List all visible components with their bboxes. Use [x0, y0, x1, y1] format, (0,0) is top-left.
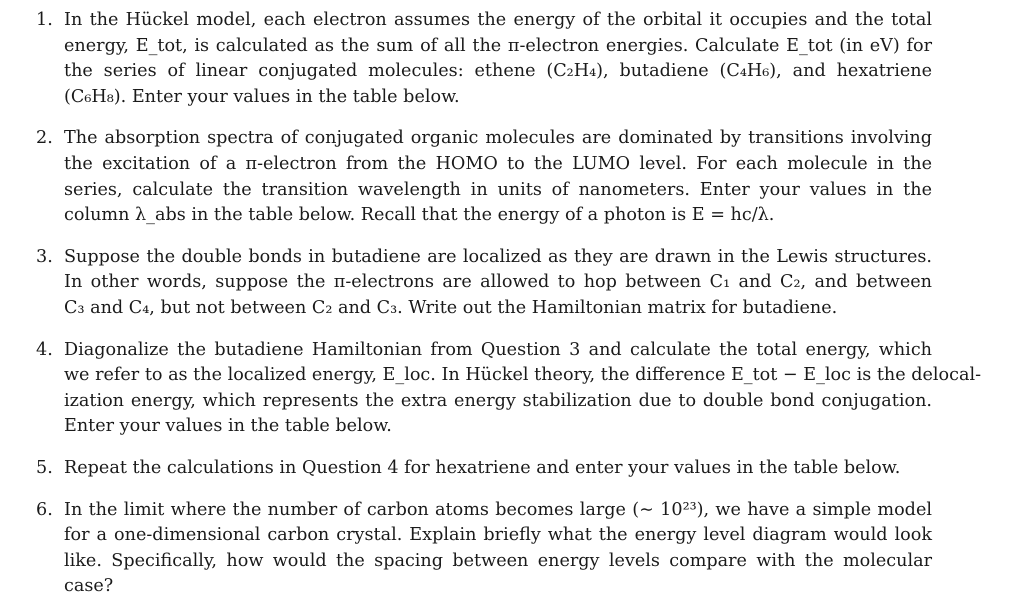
- question-line: Enter your values in the table below.: [64, 416, 392, 437]
- question-line: In the limit where the number of carbon atoms becomes large (∼ 10²³), we have a simple model: [64, 499, 932, 520]
- question-line: Suppose the double bonds in butadiene are localized as they are drawn in the Lewis structures.: [64, 246, 932, 267]
- question-line: case?: [64, 576, 114, 597]
- question-3: [36, 245, 932, 322]
- question-line: for a one-dimensional carbon crystal. Explain briefly what the energy level diagram would look: [64, 525, 932, 546]
- question-4: [36, 338, 982, 440]
- question-number: 5.: [36, 457, 53, 478]
- question-line: In other words, suppose the π-electrons are allowed to hop between C₁ and C₂, and between: [64, 272, 932, 293]
- question-number: 1.: [36, 10, 53, 30]
- question-line: like. Specifically, how would the spacing between energy levels compare with the molecular: [64, 550, 932, 571]
- question-number: 6.: [36, 499, 53, 520]
- question-line: column λ_abs in the table below. Recall that the energy of a photon is E = hc/λ.: [64, 205, 775, 226]
- question-line: the series of linear conjugated molecules: ethene (C₂H₄), butadiene (C₄H₆), and hexatriene: [64, 61, 932, 82]
- question-line: The absorption spectra of conjugated organic molecules are dominated by transitions involving: [64, 128, 932, 149]
- question-line: energy, E_tot, is calculated as the sum of all the π-electron energies. Calculate E_tot (in eV) for: [64, 35, 932, 56]
- question-number: 2.: [36, 128, 53, 149]
- question-number: 4.: [36, 339, 53, 360]
- question-line: the excitation of a π-electron from the HOMO to the LUMO level. For each molecule in the: [64, 153, 932, 174]
- question-5: [36, 456, 932, 482]
- question-2: [36, 126, 932, 228]
- question-line: C₃ and C₄, but not between C₂ and C₃. Write out the Hamiltonian matrix for butadiene.: [64, 297, 838, 318]
- question-line: (C₆H₈). Enter your values in the table below.: [64, 86, 460, 107]
- question-line: Repeat the calculations in Question 4 for hexatriene and enter your values in the table below.: [64, 457, 901, 478]
- question-line: ization energy, which represents the extra energy stabilization due to double bond conjugation.: [64, 390, 932, 411]
- question-line: we refer to as the localized energy, E_loc. In Hückel theory, the difference E_tot − E_loc is the delocal-: [64, 365, 982, 386]
- question-line: series, calculate the transition wavelength in units of nanometers. Enter your values in the: [64, 179, 932, 200]
- question-6: [36, 498, 932, 600]
- question-1: [36, 8, 932, 110]
- question-number: 3.: [36, 246, 53, 267]
- question-line: Diagonalize the butadiene Hamiltonian from Question 3 and calculate the total energy, which: [64, 339, 932, 360]
- question-line: In the Hückel model, each electron assumes the energy of the orbital it occupies and the total: [64, 10, 932, 30]
